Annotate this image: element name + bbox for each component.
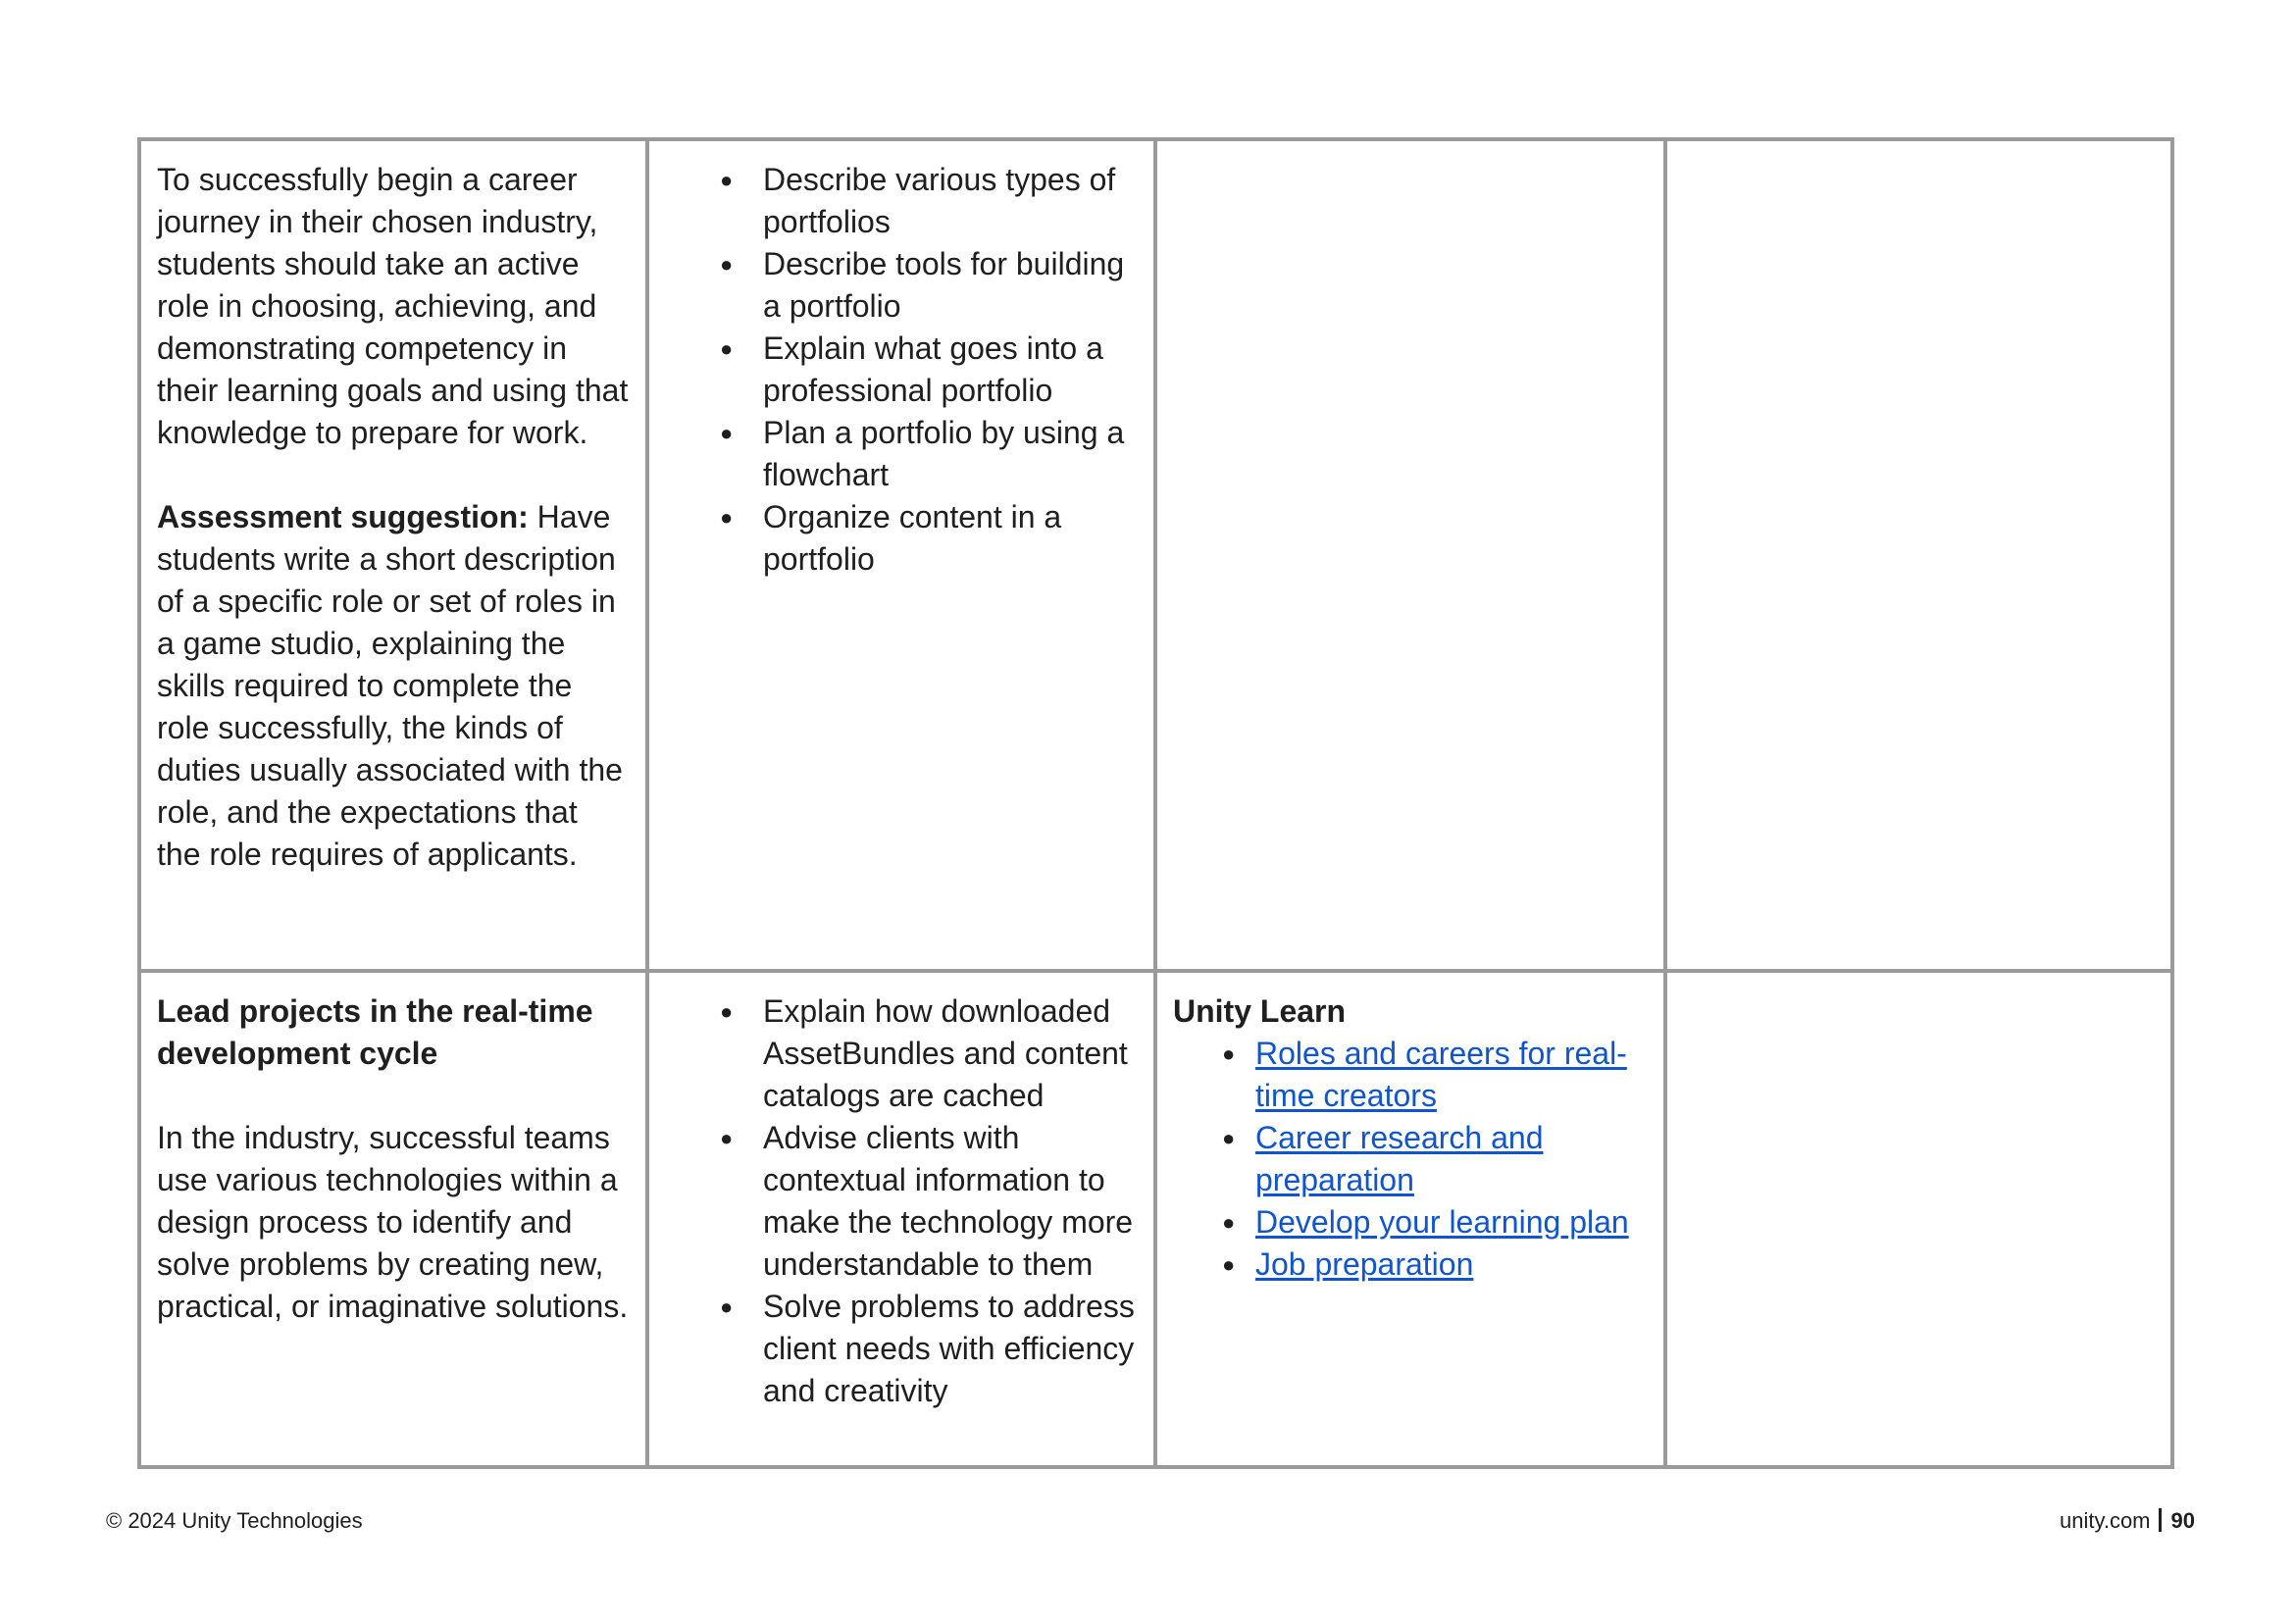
- bullet-icon: ●: [720, 505, 734, 530]
- outcomes-cell: [647, 139, 1155, 971]
- list-item: ● Advise clients with contextual information to make the technology more understandable to them: [665, 1117, 1138, 1286]
- link-job-preparation[interactable]: Job preparation: [1255, 1246, 1474, 1282]
- footer-divider: [2159, 1508, 2162, 1532]
- bullet-icon: ●: [720, 999, 734, 1024]
- objective-cell: [139, 139, 647, 971]
- bullet-icon: ●: [720, 1126, 734, 1150]
- objective-heading: Lead projects in the real-time development cycle: [157, 993, 593, 1071]
- bullet-icon: ●: [1222, 1126, 1236, 1150]
- table-row: [139, 139, 2172, 971]
- list-item: ● Describe tools for building a portfolio: [665, 243, 1138, 328]
- notes-cell-empty: [1665, 139, 2172, 971]
- outcomes-list: [665, 990, 1138, 1412]
- list-item: [1173, 1201, 1648, 1243]
- footer-copyright: © 2024 Unity Technologies: [106, 1508, 363, 1533]
- objective-paragraph: In the industry, successful teams use various technologies within a design process to identify and solve problems by creating new, practical, or imaginative solutions.: [157, 1120, 629, 1324]
- bullet-icon: ●: [720, 252, 734, 277]
- list-item: [1173, 1033, 1648, 1117]
- list-item: ● Plan a portfolio by using a flowchart: [665, 412, 1138, 496]
- resources-cell: [1155, 971, 1665, 1467]
- resources-link-list: [1173, 1033, 1648, 1286]
- bullet-icon: ●: [1222, 1252, 1236, 1277]
- page-number: 90: [2170, 1508, 2195, 1533]
- bullet-icon: ●: [1222, 1041, 1236, 1066]
- list-item: [1173, 1117, 1648, 1201]
- link-roles-and-careers[interactable]: Roles and careers for real-time creators: [1255, 1036, 1627, 1113]
- list-item: [1173, 1243, 1648, 1286]
- footer-site: unity.com: [2060, 1508, 2151, 1533]
- assessment-label: Assessment suggestion:: [157, 499, 529, 534]
- notes-cell-empty: [1665, 971, 2172, 1467]
- list-item: ● Organize content in a portfolio: [665, 496, 1138, 581]
- curriculum-table: [137, 137, 2174, 1469]
- bullet-icon: ●: [720, 336, 734, 361]
- resources-heading: Unity Learn: [1173, 993, 1347, 1029]
- assessment-suggestion: [157, 496, 630, 876]
- objective-paragraph: To successfully begin a career journey in their chosen industry, students should take an active role in choosing, achieving, and demonstrating competency in their learning goals and using that knowledge to prepare for work.: [157, 162, 629, 450]
- resources-cell-empty: [1155, 139, 1665, 971]
- table-row: [139, 971, 2172, 1467]
- footer-page-info: [2060, 1508, 2195, 1534]
- bullet-icon: ●: [720, 421, 734, 445]
- outcomes-list: [665, 159, 1138, 581]
- link-learning-plan[interactable]: Develop your learning plan: [1255, 1204, 1629, 1240]
- bullet-icon: ●: [720, 168, 734, 192]
- list-item: ● Describe various types of portfolios: [665, 159, 1138, 243]
- link-career-research[interactable]: Career research and preparation: [1255, 1120, 1544, 1197]
- bullet-icon: ●: [720, 1294, 734, 1319]
- assessment-text: Have students write a short description of a specific role or set of roles in a game studio, explaining the skills required to complete the role successfully, the kinds of duties usually associated with the role, and the expectations that the role requires of applicants.: [157, 499, 623, 872]
- bullet-icon: ●: [1222, 1210, 1236, 1235]
- objective-cell: [139, 971, 647, 1467]
- list-item: ● Explain how downloaded AssetBundles and content catalogs are cached: [665, 990, 1138, 1117]
- list-item: ● Solve problems to address client needs with efficiency and creativity: [665, 1286, 1138, 1412]
- list-item: ● Explain what goes into a professional portfolio: [665, 328, 1138, 412]
- outcomes-cell: [647, 971, 1155, 1467]
